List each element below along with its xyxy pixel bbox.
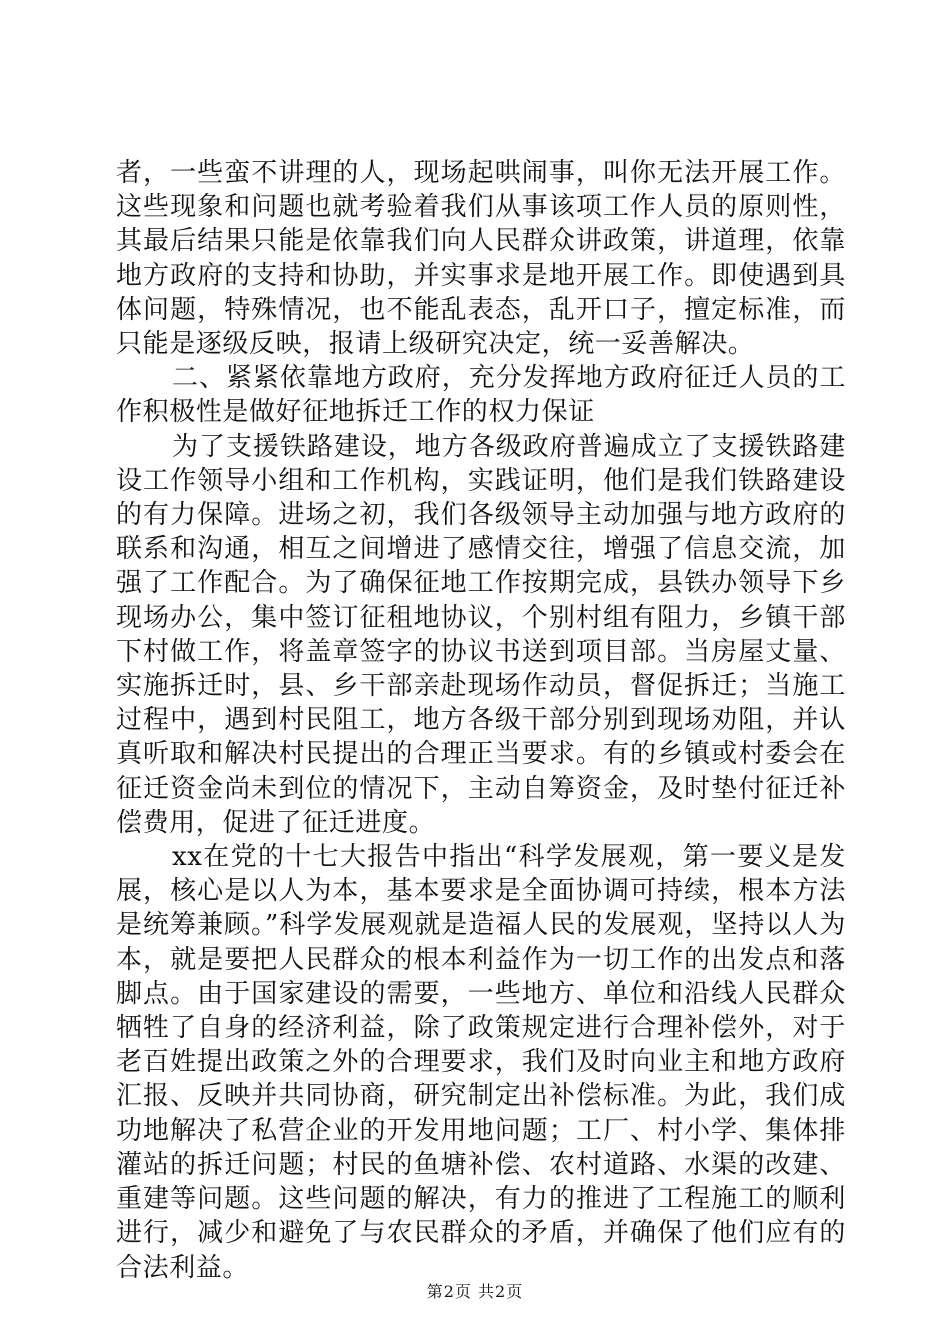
document-body — [116, 156, 846, 1285]
page-footer: 第2页 共2页 — [426, 1282, 524, 1301]
section-heading-two: 二、紧紧依靠地方政府，充分发挥地方政府征迁人员的工作积极性是做好征地拆迁工作的权力保证 — [116, 363, 846, 428]
paragraph-scientific-development: xx在党的十七大报告中指出“科学发展观，第一要义是发展，核心是以人为本，基本要求是全面协调可持续，根本方法是统筹兼顾。”科学发展观就是造福人民的发展观，坚持以人为本，就是要把人民群众的根本利益作为一切工作的出发点和落脚点。由于国家建设的需要，一些地方、单位和沿线人民群众牺牲了自身的经济利益，除了政策规定进行合理补偿外，对于老百姓提出政策之外的合理要求，我们及时向业主和地方政府汇报、反映并共同协商，研究制定出补偿标准。为此，我们成功地解决了私营企业的开发用地问题；工厂、村小学、集体排灌站的拆迁问题；村民的鱼塘补偿、农村道路、水渠的改建、重建等问题。这些问题的解决，有力的推进了工程施工的顺利进行，减少和避免了与农民群众的矛盾，并确保了他们应有的合法利益。 — [116, 842, 846, 1283]
paragraph-local-government-support: 为了支援铁路建设，地方各级政府普遍成立了支援铁路建设工作领导小组和工作机构，实践证明，他们是我们铁路建设的有力保障。进场之初，我们各级领导主动加强与地方政府的联系和沟通，相互之间增进了感情交往，增强了信息交流，加强了工作配合。为了确保征地工作按期完成，县铁办领导下乡现场办公，集中签订征租地协议，个别村组有阻力，乡镇干部下村做工作，将盖章签字的协议书送到项目部。当房屋丈量、实施拆迁时，县、乡干部亲赴现场作动员，督促拆迁；当施工过程中，遇到村民阻工，地方各级干部分别到现场劝阻，并认真听取和解决村民提出的合理正当要求。有的乡镇或村委会在征迁资金尚未到位的情况下，主动自筹资金，及时垫付征迁补偿费用，促进了征迁进度。 — [116, 431, 846, 838]
paragraph-continuation: 者，一些蛮不讲理的人，现场起哄闹事，叫你无法开展工作。这些现象和问题也就考验着我们从事该项工作人员的原则性，其最后结果只能是依靠我们向人民群众讲政策，讲道理，依靠地方政府的支持和协助，并实事求是地开展工作。即使遇到具体问题，特殊情况，也不能乱表态，乱开口子，擅定标准，而只能是逐级反映，报请上级研究决定，统一妥善解决。 — [116, 158, 846, 360]
